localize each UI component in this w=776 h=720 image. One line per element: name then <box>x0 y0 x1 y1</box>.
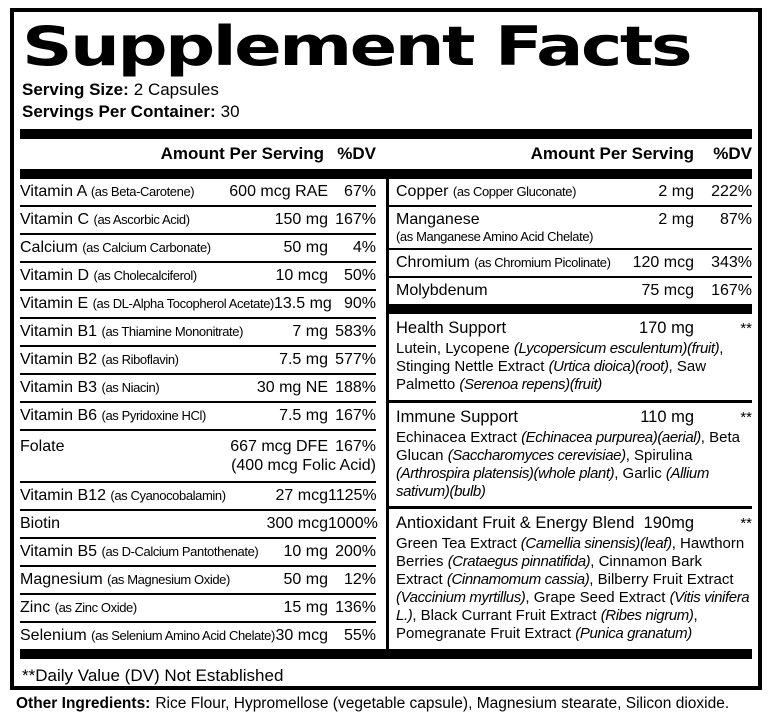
separator-bar-minerals <box>389 304 752 314</box>
serving-size-line <box>22 79 752 101</box>
dv-footnote: **Daily Value (DV) Not Established <box>22 666 284 685</box>
separator-bar-header <box>20 169 752 179</box>
nutrient-name: Vitamin A (as Beta-Carotene) <box>20 183 195 201</box>
nutrient-row-line <box>20 599 376 617</box>
nutrient-row-line <box>20 543 376 561</box>
botanical-name: (Camellia sinensis)(leaf) <box>520 535 672 553</box>
nutrient-row-line <box>20 379 376 397</box>
other-ingredients-label: Other Ingredients: <box>16 695 151 712</box>
right-minerals <box>389 179 752 304</box>
botanical-name: (Allium sativum)(bulb) <box>396 464 709 500</box>
blend-name: Antioxidant Fruit & Energy Blend <box>396 514 635 533</box>
nutrient-row <box>20 595 376 623</box>
nutrient-source: (as Calcium Carbonate) <box>82 240 211 256</box>
nutrient-dv: 4% <box>352 239 376 257</box>
nutrient-row <box>20 291 376 319</box>
nutrient-dv: 200% <box>335 542 376 560</box>
nutrient-amount: 600 mcg RAE <box>229 183 328 201</box>
nutrient-name: Manganese <box>396 211 480 229</box>
nutrient-name: Molybdenum <box>396 282 488 300</box>
nutrient-dv: 1000% <box>328 514 378 532</box>
nutrient-name: Vitamin B6 (as Pyridoxine HCl) <box>20 407 206 425</box>
nutrient-row <box>20 431 376 482</box>
nutrient-row <box>20 511 376 539</box>
nutrient-amount: 10 mcg <box>275 267 328 285</box>
nutrient-source: (as D-Calcium Pantothenate) <box>101 543 259 559</box>
nutrient-amount-line2: (400 mcg Folic Acid) <box>231 456 376 474</box>
botanical-name: (Serenoa repens)(fruit) <box>459 375 602 393</box>
blend-header <box>396 408 752 427</box>
blend-header <box>396 319 752 338</box>
nutrient-row-line <box>20 239 376 257</box>
nutrient-name: Vitamin B1 (as Thiamine Mononitrate) <box>20 323 244 341</box>
nutrient-columns <box>20 179 752 649</box>
nutrient-source: (as Cholecalciferol) <box>93 268 197 284</box>
blend-sections <box>389 314 752 649</box>
nutrient-source: (as Chromium Picolinate) <box>474 255 611 271</box>
nutrient-dv: 167% <box>711 282 752 300</box>
nutrient-row <box>20 263 376 291</box>
ingredient-name: , Pomegranate Fruit Extract <box>396 607 698 643</box>
blend-name: Immune Support <box>396 407 518 426</box>
nutrient-row-line <box>20 183 376 201</box>
nutrient-name: Folate <box>20 437 65 455</box>
nutrient-amount: 15 mg <box>283 598 328 616</box>
blend-name: Health Support <box>396 318 507 337</box>
nutrient-amount: 50 mg <box>283 239 328 257</box>
right-column-header <box>389 144 752 164</box>
ingredient-name: , Garlic <box>614 464 666 482</box>
nutrient-row-line <box>396 211 752 229</box>
nutrient-amount: 75 mcg <box>641 282 694 300</box>
nutrient-name: Chromium (as Chromium Picolinate) <box>396 254 611 272</box>
nutrient-name: Copper (as Copper Gluconate) <box>396 183 577 201</box>
nutrient-row <box>389 207 752 250</box>
botanical-name: (Arthrospira platensis)(whole plant) <box>396 464 615 482</box>
nutrient-amount: 150 mg <box>274 211 328 229</box>
nutrient-row <box>20 403 376 431</box>
ingredient-name: , Spirulina <box>625 446 693 464</box>
nutrient-dv: 1125% <box>328 486 377 504</box>
nutrient-row-line <box>20 627 376 645</box>
panel-title-wrap <box>20 12 752 77</box>
nutrient-dv: 222% <box>711 183 752 201</box>
nutrient-name: Magnesium (as Magnesium Oxide) <box>20 570 230 588</box>
nutrient-row-line <box>20 323 376 341</box>
nutrient-row <box>20 235 376 263</box>
nutrient-name: Selenium (as Selenium Amino Acid Chelate) <box>20 626 275 644</box>
blend-section <box>389 314 752 403</box>
amount-per-serving-header: Amount Per Serving <box>530 144 694 164</box>
nutrient-dv: 87% <box>719 211 752 229</box>
ingredient-name: Lutein, Lycopene <box>396 339 514 357</box>
nutrient-row <box>20 483 376 511</box>
nutrient-name: Vitamin E (as DL-Alpha Tocopherol Acetate) <box>20 295 274 313</box>
botanical-name: (Echinacea purpurea)(aerial) <box>521 428 701 446</box>
nutrient-dv: 50% <box>343 267 376 285</box>
botanical-name: (Vitis vinifera L.) <box>396 589 750 625</box>
blend-amount: 190mg <box>643 514 694 533</box>
serving-size-label: Serving Size: <box>22 80 129 100</box>
blend-description <box>396 535 752 643</box>
nutrient-dv: 90% <box>343 295 376 313</box>
botanical-name: (Cinnamomum cassia) <box>446 571 590 589</box>
servings-per-container-label: Servings Per Container: <box>22 102 216 122</box>
blend-dv: ** <box>740 408 752 426</box>
nutrient-name: Zinc (as Zinc Oxide) <box>20 598 137 616</box>
ingredient-name: , Cinnamon Bark Extract <box>396 553 702 589</box>
nutrient-dv: 55% <box>343 626 376 644</box>
nutrient-source: (as Cyanocobalamin) <box>110 487 226 503</box>
nutrient-source: (as Beta-Carotene) <box>90 184 195 200</box>
nutrient-source: (as Selenium Amino Acid Chelate) <box>91 627 275 643</box>
panel-title: Supplement Facts <box>22 15 691 78</box>
nutrient-amount: 13.5 mg <box>273 295 332 313</box>
nutrient-amount: 30 mg NE <box>256 379 328 397</box>
nutrient-row-line <box>396 282 752 300</box>
ingredient-name: , Beta Glucan <box>396 428 740 464</box>
nutrient-amount: 667 mcg DFE <box>230 437 328 455</box>
nutrient-dv: 583% <box>335 323 376 341</box>
nutrient-amount: 27 mcg <box>275 486 328 504</box>
column-headers <box>20 139 752 169</box>
nutrient-dv: 188% <box>335 379 376 397</box>
blend-dv: ** <box>740 319 752 337</box>
nutrient-dv: 167% <box>335 407 376 425</box>
other-ingredients-line <box>16 695 768 713</box>
blend-header <box>396 514 752 533</box>
nutrient-name: Vitamin B5 (as D-Calcium Pantothenate) <box>20 542 259 560</box>
botanical-name: (Punica granatum) <box>575 625 692 643</box>
nutrient-row-line <box>20 515 376 533</box>
nutrient-dv: 167% <box>335 211 376 229</box>
nutrient-amount: 30 mcg <box>275 626 328 644</box>
servings-per-container-line <box>22 101 752 123</box>
nutrient-row-line <box>20 407 376 425</box>
blend-section <box>389 509 752 649</box>
nutrient-row <box>20 179 376 207</box>
blend-amount: 170 mg <box>638 318 694 337</box>
separator-bar-bottom <box>20 649 752 659</box>
nutrient-dv: 12% <box>343 570 376 588</box>
nutrient-row-line <box>20 438 376 456</box>
botanical-name: (Crataegus pinnatifida) <box>447 553 591 571</box>
servings-per-container-value: 30 <box>220 102 240 122</box>
nutrient-source: (as Thiamine Mononitrate) <box>101 324 244 340</box>
nutrient-row-line <box>20 211 376 229</box>
ingredient-name: , Stinging Nettle Extract <box>396 339 724 375</box>
nutrient-amount: 7 mg <box>292 323 328 341</box>
nutrient-row-line <box>20 351 376 369</box>
nutrient-amount: 50 mg <box>283 570 328 588</box>
nutrient-dv: 577% <box>335 351 376 369</box>
blend-description <box>396 429 752 501</box>
nutrient-amount: 2 mg <box>658 211 694 229</box>
nutrient-dv: 136% <box>335 598 376 616</box>
nutrient-row <box>20 375 376 403</box>
serving-size-value: 2 Capsules <box>133 80 219 100</box>
nutrient-amount: 120 mcg <box>632 254 694 272</box>
nutrient-name: Vitamin B3 (as Niacin) <box>20 379 160 397</box>
nutrient-row <box>20 623 376 649</box>
dv-header: %DV <box>337 144 376 164</box>
supplement-facts-panel <box>10 8 762 690</box>
ingredient-name: , Saw Palmetto <box>396 357 707 393</box>
nutrient-source: (as Riboflavin) <box>101 352 179 368</box>
ingredient-name: Green Tea Extract <box>396 535 521 553</box>
blend-amount: 110 mg <box>640 407 694 426</box>
nutrient-name: Calcium (as Calcium Carbonate) <box>20 239 211 257</box>
nutrient-row <box>20 567 376 595</box>
nutrient-source: (as Pyridoxine HCl) <box>101 408 206 424</box>
ingredient-name: , Bilberry Fruit Extract <box>589 571 734 589</box>
nutrient-source: (as DL-Alpha Tocopherol Acetate) <box>92 296 274 312</box>
ingredient-name: , Grape Seed Extract <box>525 589 670 607</box>
nutrient-amount: 10 mg <box>283 542 328 560</box>
ingredient-name: , Hawthorn Berries <box>396 535 745 571</box>
nutrient-name: Biotin <box>20 514 61 532</box>
nutrient-source: (as Magnesium Oxide) <box>107 571 230 587</box>
nutrient-row <box>20 319 376 347</box>
nutrient-row <box>20 347 376 375</box>
nutrient-row-line <box>20 267 376 285</box>
blend-dv: ** <box>740 515 752 533</box>
nutrient-dv: 167% <box>335 437 376 455</box>
botanical-name: (Lycopersicum esculentum)(fruit) <box>513 339 720 357</box>
botanical-name: (Vaccinium myrtillus) <box>396 589 526 607</box>
blend-description <box>396 340 752 394</box>
botanical-name: (Urtica dioica)(root) <box>548 357 669 375</box>
nutrient-amount: 7.5 mg <box>279 407 328 425</box>
other-ingredients-text: Rice Flour, Hypromellose (vegetable capsule), Magnesium stearate, Silicon dioxide. <box>155 695 730 712</box>
nutrient-source: (as Niacin) <box>101 380 160 396</box>
nutrient-row-line <box>396 183 752 201</box>
ingredient-name: , Black Currant Fruit Extract <box>412 607 601 625</box>
botanical-name: (Saccharomyces cerevisiae) <box>447 446 626 464</box>
nutrient-amount: 2 mg <box>658 183 694 201</box>
separator-bar-top <box>20 129 752 139</box>
botanical-name: (Ribes nigrum) <box>600 607 694 625</box>
nutrient-name: Vitamin D (as Cholecalciferol) <box>20 267 197 285</box>
blend-section <box>389 403 752 510</box>
nutrient-row <box>20 539 376 567</box>
nutrient-row <box>389 278 752 304</box>
nutrient-source-line2: (as Manganese Amino Acid Chelate) <box>396 229 594 245</box>
dv-header: %DV <box>713 144 752 164</box>
left-column <box>20 179 386 649</box>
nutrient-row-line <box>396 254 752 272</box>
left-column-header <box>20 144 386 164</box>
nutrient-name: Vitamin B2 (as Riboflavin) <box>20 351 179 369</box>
serving-info <box>22 79 752 123</box>
nutrient-source: (as Zinc Oxide) <box>54 599 137 615</box>
nutrient-dv: 343% <box>711 254 752 272</box>
nutrient-name: Vitamin B12 (as Cyanocobalamin) <box>20 486 226 504</box>
nutrient-amount: 300 mcg <box>266 514 328 532</box>
nutrient-row-line <box>20 571 376 589</box>
nutrient-amount: 7.5 mg <box>279 351 328 369</box>
nutrient-source: (as Copper Gluconate) <box>452 184 577 200</box>
right-column <box>389 179 752 649</box>
nutrient-dv: 67% <box>343 183 376 201</box>
nutrient-row <box>20 207 376 235</box>
ingredient-name: Echinacea Extract <box>396 428 522 446</box>
nutrient-row-line <box>20 487 376 505</box>
nutrient-source: (as Ascorbic Acid) <box>93 212 190 228</box>
nutrient-row <box>389 250 752 278</box>
nutrient-row-line <box>20 295 376 313</box>
nutrient-row <box>389 179 752 207</box>
nutrient-name: Vitamin C (as Ascorbic Acid) <box>20 211 190 229</box>
amount-per-serving-header: Amount Per Serving <box>160 144 324 164</box>
